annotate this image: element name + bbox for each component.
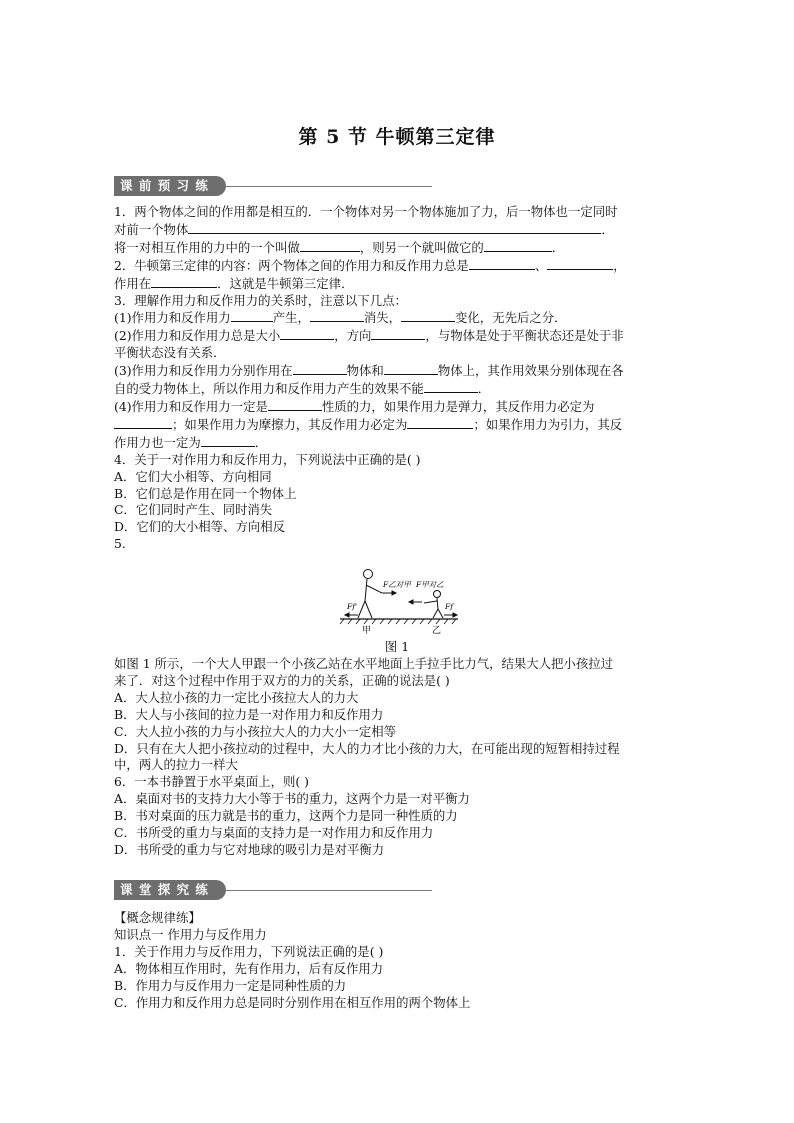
q4-option-b: B．它们总是作用在同一个物体上 [114, 485, 297, 501]
q5-option-a: A．大人拉小孩的力一定比小孩拉大人的力大 [114, 689, 359, 705]
q5-stem-2: 来了．对这个过程中作用于双方的力的关系，正确的说法是( ) [114, 672, 450, 688]
label-f-yi-dui-jia: F乙对甲 [383, 580, 411, 590]
q6-option-a: A．桌面对书的支持力大小等于书的重力，这两个力是一对平衡力 [114, 791, 470, 807]
p2-q1-stem: 1．关于作用力与反作用力，下列说法正确的是( ) [114, 943, 384, 959]
section-label: 课 堂 探 究 练 [114, 880, 226, 900]
blank [300, 239, 360, 252]
section-rule [224, 890, 432, 891]
q6-option-d: D．书所受的重力与它对地球的吸引力是对平衡力 [114, 842, 385, 857]
q2-line2: 作用在 ．这就是牛顿第三定律． [114, 275, 354, 291]
child-figure [424, 591, 443, 619]
label-jia: 甲 [362, 626, 372, 637]
q4-option-c: C．它们同时产生、同时消失 [114, 502, 273, 518]
p2-q1-option-b: B．作用力与反作用力一定是同种性质的力 [114, 977, 347, 993]
blank [114, 416, 172, 429]
ground-hatch [340, 619, 456, 624]
blank [188, 221, 601, 234]
p2-q1-option-a: A．物体相互作用时，先有作用力，后有反作用力 [114, 960, 384, 976]
q3-p1: (1)作用力和反作用力 产生， 消失， 变化，无先后之分． [114, 310, 567, 326]
blank [151, 275, 217, 288]
q3-p2-cont: 平衡状态没有关系． [114, 345, 226, 361]
blank [484, 239, 552, 252]
label-ff: Ff [445, 602, 453, 612]
classroom-exercises [114, 910, 680, 1011]
blank [280, 327, 334, 340]
blank [231, 309, 273, 322]
blank [201, 434, 255, 447]
section-label: 课 前 预 习 练 [114, 176, 226, 196]
adult-figure [358, 570, 382, 619]
q3-p4: (4)作用力和反作用力一定是 性质的力，如果作用力是弹力，其反作用力必定为 [114, 398, 595, 414]
section-header-preview [114, 176, 432, 196]
q3-p2: (2)作用力和反作用力总是大小 ，方向 ，与物体是处于平衡状态还是处于非 [114, 328, 624, 344]
q6-option-b: B．书对桌面的压力就是书的重力，这两个力是同一种性质的力 [114, 808, 458, 824]
blank [293, 362, 347, 375]
q5-stem-1: 如图 1 所示，一个大人甲跟一个小孩乙站在水平地面上手拉手比力气，结果大人把小孩拉过 [114, 656, 613, 672]
q3-p4-end: 作用力也一定为 ． [114, 434, 268, 450]
figure-1 [114, 553, 680, 639]
page-title: 第 5 节 牛顿第三定律 [298, 126, 496, 148]
q2-line1: 2．牛顿第三定律的内容：两个物体之间的作用力和反作用力总是 、 ， [114, 257, 626, 273]
figure-caption: 图 1 [384, 639, 410, 655]
q5-option-b: B．大人与小孩间的拉力是一对作用力和反作用力 [114, 706, 384, 722]
q1-line2: 对前一个物体 ． [114, 221, 614, 237]
q3-p3-cont: 自的受力物体上，所以作用力和反作用力产生的效果不能 ． [114, 381, 491, 397]
blank [424, 380, 478, 393]
q6-option-c: C．书所受的重力与桌面的支持力是一对作用力和反作用力 [114, 825, 434, 841]
q5-number: 5. [114, 536, 126, 552]
q6-stem: 6．一本书静置于水平桌面上，则( ) [114, 774, 309, 790]
concept-heading: 【概念规律练】 [114, 910, 201, 925]
blank [547, 257, 613, 270]
q3-p4-cont: ；如果作用力为摩擦力，其反作用力必定为 ；如果作用力为引力，其反 [114, 416, 680, 434]
q1-line1: 1．两个物体之间的作用都是相互的．一个物体对另一个物体施加了力，后一物体也一定同时 [114, 204, 618, 219]
q1-line3: 将一对相互作用的力中的一个叫做 ，则另一个就叫做它的 ． [114, 239, 565, 255]
preview-exercises [114, 204, 680, 859]
q4-option-d: D．它们的大小相等、方向相反 [114, 519, 286, 535]
label-ff-prime: Ff' [347, 602, 358, 612]
q5-option-d-cont: 中，两人的拉力一样大 [114, 757, 238, 773]
tug-figure [334, 553, 464, 637]
q5-option-d: D．只有在大人把小孩拉动的过程中，大人的力才比小孩的力大，在可能出现的短暂相持过程 [114, 740, 620, 756]
blank [407, 416, 473, 429]
q5-option-c: C．大人拉小孩的力与小孩拉大人的力大小一定相等 [114, 723, 397, 739]
label-f-jia-dui-yi: F甲对乙 [416, 580, 444, 590]
knowledge-point: 知识点一 作用力与反作用力 [114, 926, 267, 942]
q4-option-a: A．它们大小相等、方向相同 [114, 468, 272, 484]
blank [268, 398, 322, 411]
blank [401, 309, 455, 322]
q3-line1: 3．理解作用力和反作用力的关系时，注意以下几点： [114, 292, 407, 308]
blank [384, 362, 438, 375]
q4-stem: 4．关于一对作用力和反作用力，下列说法中正确的是( ) [114, 451, 421, 467]
label-yi: 乙 [432, 626, 442, 637]
blank [310, 309, 364, 322]
p2-q1-option-c: C．作用力和反作用力总是同时分别作用在相互作用的两个物体上 [114, 994, 471, 1010]
blank [371, 327, 425, 340]
blank [469, 257, 535, 270]
q3-p3: (3)作用力和反作用力分别作用在 物体和 物体上，其作用效果分别体现在各 [114, 363, 624, 379]
section-header-classroom [114, 880, 432, 900]
section-rule [224, 186, 432, 187]
